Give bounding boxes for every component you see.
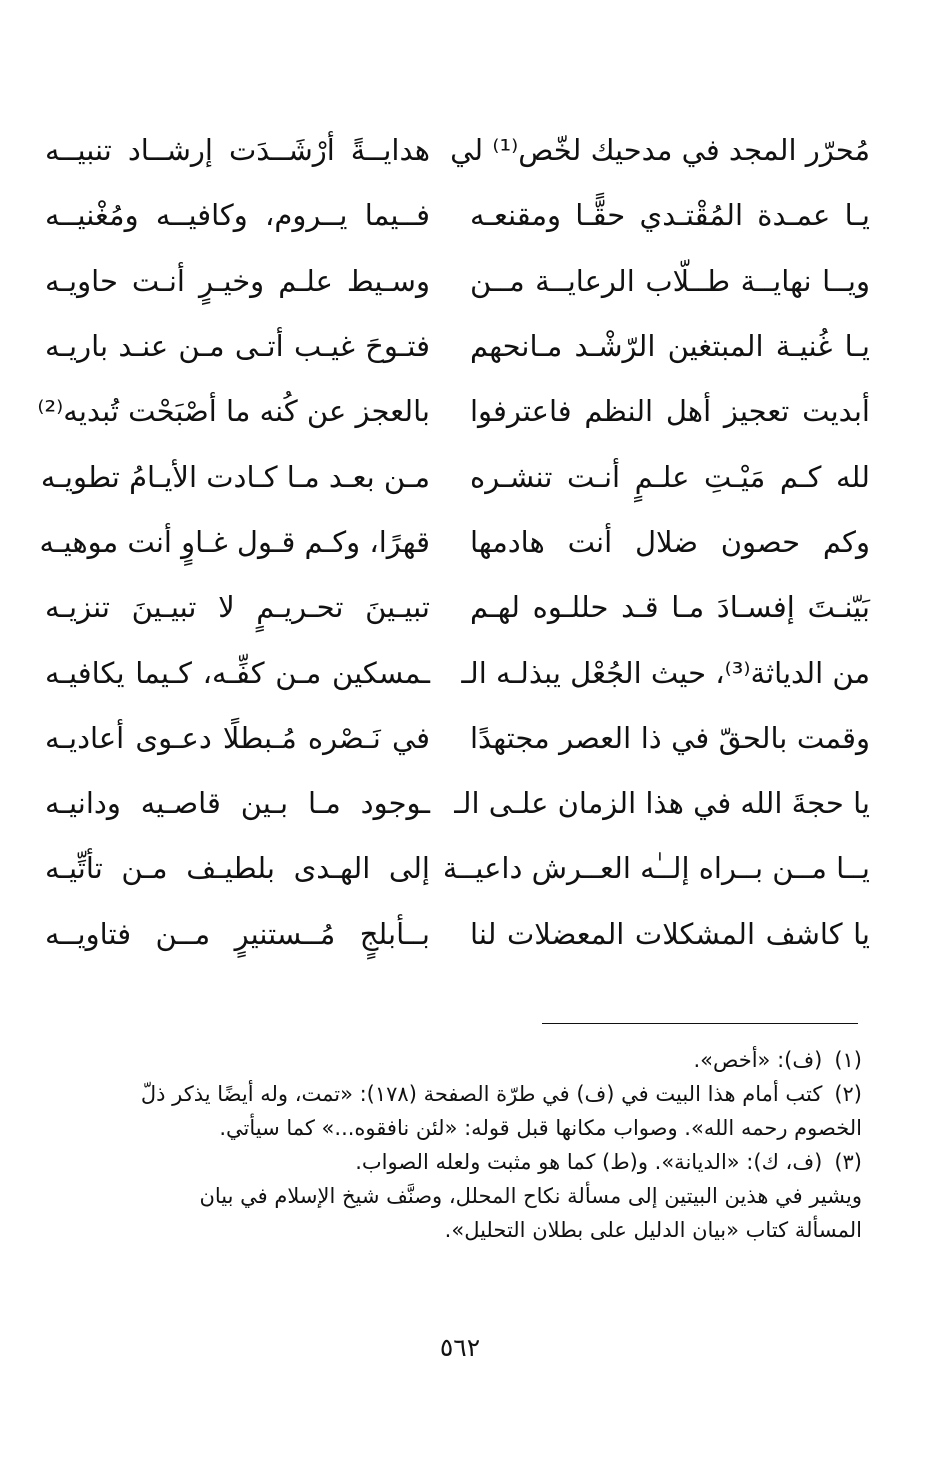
verse-second-half: وسـيط علـم وخيـرٍ أنـت حاويـه (45, 263, 430, 298)
footnote-3-continuation: ويشير في هذين البيتين إلى مسألة نكاح المحلل، وصنَّف شيخ الإسلام في بيان (199, 1184, 862, 1208)
verse (40, 444, 870, 509)
verse-second-half: إلى الهـدى بلطيـف مـن تأتِّيـه (45, 851, 430, 886)
verse-first-half: يـا عمـدة المُقْتـدي حقًّـا ومقنعـه (470, 198, 870, 233)
verse-second-half: ـوجود مـا بـين قاصـيه ودانيـه (45, 786, 430, 821)
poem (37, 118, 870, 967)
verse (40, 510, 870, 575)
verse-second-half: قهرًا، وكـم قـول غـاوٍ أنت موهيـه (39, 524, 430, 559)
verse (40, 706, 870, 771)
footnote-text: (ف): «أخص». (693, 1048, 823, 1072)
verse (40, 314, 870, 379)
verse-first-half: من الدياثة⁽³⁾، حيث الجُعْل يبذلـه الـ (461, 655, 870, 690)
verse (40, 771, 870, 836)
verse-second-half: مـن بعـد مـا كـادت الأيـامُ تطويـه (40, 459, 430, 494)
footnote-separator (542, 1023, 858, 1024)
footnote-number: (١) (834, 1048, 862, 1072)
footnote-number: (٣) (834, 1150, 862, 1174)
verse (40, 249, 870, 314)
footnote-3-continuation: المسألة كتاب «بيان الدليل على بطلان التحليل». (444, 1218, 862, 1242)
verse-first-half: يا حجةَ الله في هذا الزمان علـى الـ (454, 786, 870, 821)
verse-second-half: تبيـينَ تحـريـمٍ لا تبيـينَ تنزيـه (45, 590, 430, 625)
verse-first-half: وكم حصون ضلال أنت هادمها (470, 524, 870, 559)
verse (40, 836, 870, 901)
footnote-text: كتب أمام هذا البيت في (ف) في طرّة الصفحة (١٧٨): «تمت، وله أيضًا يذكر ذلّ (140, 1082, 823, 1106)
verse (40, 183, 870, 248)
verse-first-half: يـا غُنيـة المبتغين الرّشْـد مـانحهم (470, 329, 870, 364)
verse-first-half: يا كاشف المشكلات المعضلات لنا (470, 916, 870, 951)
footnote-3 (50, 1145, 862, 1179)
verse-first-half: أبديت تعجيز أهل النظم فاعترفوا (470, 394, 870, 429)
verse-first-half: ويــا نهايــة طــلّاب الرعايــة مــن (470, 263, 870, 298)
footnote-2 (50, 1077, 862, 1111)
verse-second-half: هدايــةً أرْشَــدَت إرشــاد تنبيــه (45, 133, 430, 168)
footnote-2-continuation: الخصوم رحمه الله». وصواب مكانها قبل قوله: «لئن نافقوه...» كما سيأتي. (219, 1116, 862, 1140)
verse-second-half: ـمسكين مـن كفِّـه، كـيما يكافيـه (45, 655, 430, 690)
verse-first-half: مُحرّر المجد في مدحيك لخّص⁽¹⁾ لي (450, 133, 870, 168)
verse-second-half: فــيما يــروم، وكافيــه ومُغْنيــه (45, 198, 430, 233)
verse-second-half: بــأبلجٍ مُــستنيرٍ مــن فتاويــه (45, 916, 430, 951)
footnote-number: (٢) (834, 1082, 862, 1106)
verse-first-half: لله كـم مَيْـتِ علـمٍ أنـت تنشـره (470, 459, 870, 494)
footnote-text: (ف، ك): «الديانة». و(ط) كما هو مثبت ولعله الصواب. (355, 1150, 823, 1174)
footnotes (50, 1043, 862, 1247)
verse (40, 640, 870, 705)
verse (40, 902, 870, 967)
verse-first-half: بَيّنـتَ إفسـادَ مـا قـد حللـوه لهـم (470, 590, 870, 625)
page-number: ٥٦٢ (439, 1333, 481, 1362)
footnote-1 (50, 1043, 862, 1077)
verse (40, 118, 870, 183)
verse-second-half: بالعجز عن كُنه ما أصْبَحْت تُبديه⁽²⁾ (37, 394, 430, 429)
verse-second-half: في نَـصْره مُـبطلًا دعـوى أعاديـه (45, 720, 430, 755)
verse-first-half: يــا مــن بــراه إلــٰه العــرش داعيــة (442, 851, 870, 886)
verse (37, 379, 870, 444)
verse (40, 575, 870, 640)
verse-second-half: فتـوحَ غيـب أتـى مـن عنـد باريـه (45, 329, 430, 364)
verse-first-half: وقمت بالحقّ في ذا العصر مجتهدًا (470, 720, 870, 755)
